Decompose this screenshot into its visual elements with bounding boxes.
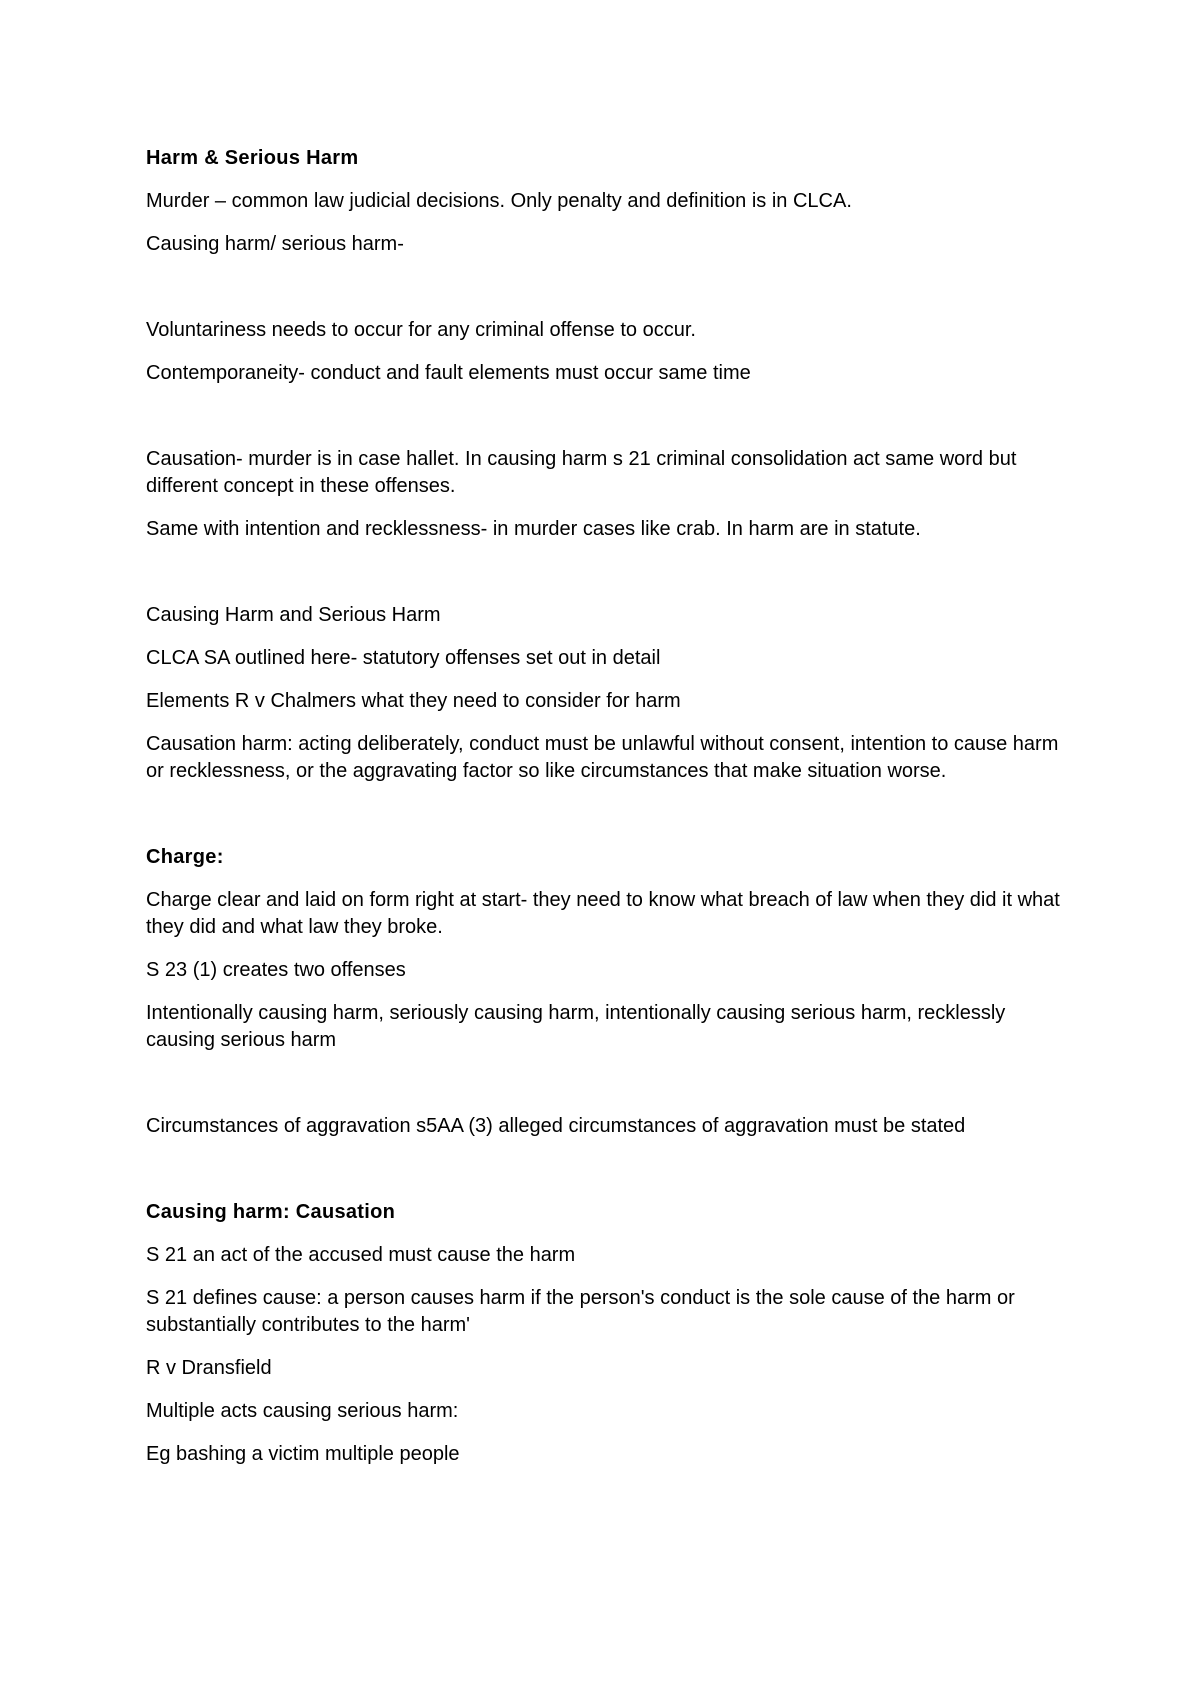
paragraph: Voluntariness needs to occur for any criminal offense to occur. — [146, 319, 696, 341]
heading-charge: Charge: — [146, 846, 224, 868]
paragraph: S 21 defines cause: a person causes harm if the person's conduct is the sole cause of the harm or substantially contributes to the harm' — [146, 1287, 1015, 1336]
paragraph: Same with intention and recklessness- in murder cases like crab. In harm are in statute. — [146, 518, 921, 540]
paragraph: Causation- murder is in case hallet. In causing harm s 21 criminal consolidation act same word but different concept in these offenses. — [146, 448, 1017, 497]
paragraph: Causing harm/ serious harm- — [146, 233, 404, 255]
heading-harm-serious-harm: Harm & Serious Harm — [146, 147, 359, 169]
blank-line — [146, 274, 1076, 317]
heading-causing-harm-causation: Causing harm: Causation — [146, 1201, 396, 1223]
paragraph: Contemporaneity- conduct and fault elements must occur same time — [146, 362, 751, 384]
paragraph: Causing Harm and Serious Harm — [146, 604, 441, 626]
blank-line — [146, 1156, 1076, 1199]
paragraph: Causation harm: acting deliberately, conduct must be unlawful without consent, intention to cause harm or recklessness, or the aggravating factor so like circumstances that make situation worse. — [146, 733, 1059, 782]
document-body — [146, 145, 1076, 1484]
paragraph: Elements R v Chalmers what they need to consider for harm — [146, 690, 681, 712]
paragraph: Eg bashing a victim multiple people — [146, 1443, 460, 1465]
paragraph: R v Dransfield — [146, 1357, 272, 1379]
paragraph: Circumstances of aggravation s5AA (3) alleged circumstances of aggravation must be stated — [146, 1115, 966, 1137]
blank-line — [146, 1070, 1076, 1113]
paragraph: Murder – common law judicial decisions. Only penalty and definition is in CLCA. — [146, 190, 852, 212]
blank-line — [146, 403, 1076, 446]
blank-line — [146, 559, 1076, 602]
paragraph: Charge clear and laid on form right at start- they need to know what breach of law when they did it what they did and what law they broke. — [146, 889, 1060, 938]
blank-line — [146, 801, 1076, 844]
paragraph: Intentionally causing harm, seriously causing harm, intentionally causing serious harm, recklessly causing serious harm — [146, 1002, 1006, 1051]
paragraph: CLCA SA outlined here- statutory offenses set out in detail — [146, 647, 661, 669]
paragraph: S 21 an act of the accused must cause the harm — [146, 1244, 576, 1266]
paragraph: S 23 (1) creates two offenses — [146, 959, 406, 981]
paragraph: Multiple acts causing serious harm: — [146, 1400, 459, 1422]
